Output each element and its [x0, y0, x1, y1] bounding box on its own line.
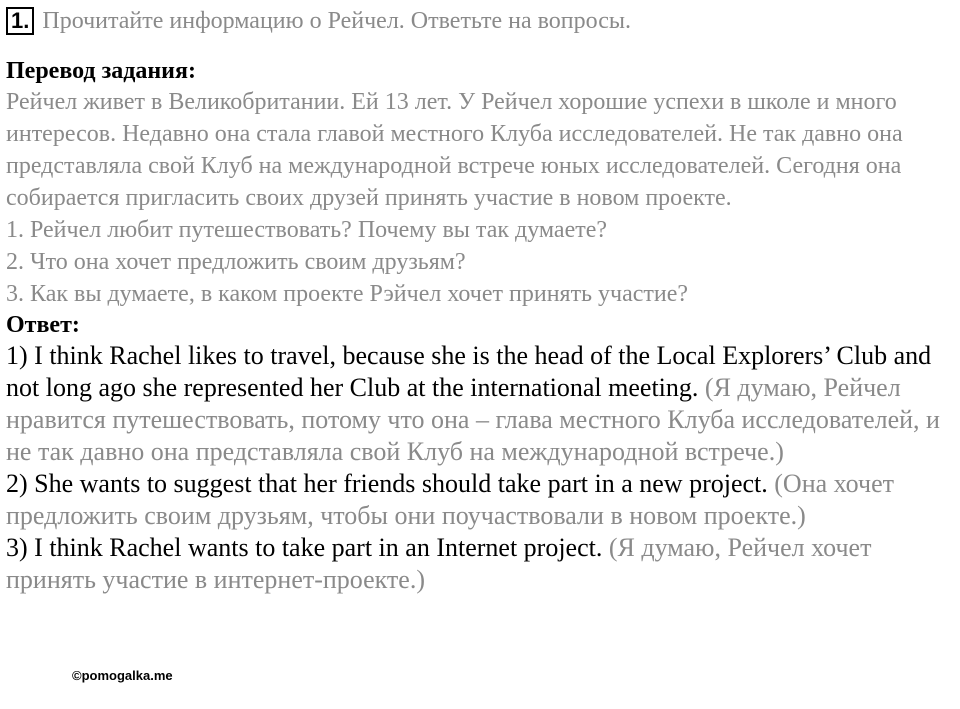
- task-header: [6, 4, 958, 38]
- answer-1-russian: (Я думаю, Рейчел нравится путешествовать, потому что она – глава местного Клуба исследователей, и не так давно она представляла свой Клуб на международной встрече.): [6, 373, 940, 466]
- answer-item-1: [6, 340, 958, 468]
- document-page: [6, 4, 958, 596]
- answer-2-english: 2) She wants to suggest that her friends should take part in a new project.: [6, 469, 768, 498]
- answer-section: [6, 310, 958, 596]
- answer-2-russian: (Она хочет предложить своим друзьям, чтобы они поучаствовали в новом проекте.): [6, 469, 894, 530]
- answer-item-3: [6, 532, 958, 596]
- answer-1-english: 1) I think Rachel likes to travel, because she is the head of the Local Explorers’ Club and not long ago she represented her Club at the international meeting.: [6, 341, 932, 402]
- question-1: 1. Рейчел любит путешествовать? Почему вы так думаете?: [6, 217, 608, 243]
- question-3: 3. Как вы думаете, в каком проекте Рэйчел хочет принять участие?: [6, 281, 689, 307]
- question-2: 2. Что она хочет предложить своим друзьям?: [6, 249, 466, 275]
- translation-heading: Перевод задания:: [6, 58, 196, 84]
- answer-3-russian: (Я думаю, Рейчел хочет принять участие в интернет-проекте.): [6, 533, 872, 594]
- answer-3-english: 3) I think Rachel wants to take part in an Internet project.: [6, 533, 603, 562]
- watermark: ©pomogalka.me: [72, 668, 173, 683]
- answer-item-2: [6, 468, 958, 532]
- translation-section: [6, 56, 958, 310]
- task-number: 1.: [6, 7, 34, 35]
- translation-text: Рейчел живет в Великобритании. Ей 13 лет. У Рейчел хорошие успехи в школе и много интересов. Недавно она стала главой местного Клуба исследователей. Не так давно она представляла свой Клуб на международной встрече юных исследователей. Сегодня она собирается пригласить своих друзей принять участие в новом проекте.: [6, 89, 903, 211]
- task-instruction: Прочитайте информацию о Рейчел. Ответьте на вопросы.: [42, 7, 632, 34]
- answer-heading: Ответ:: [6, 312, 80, 338]
